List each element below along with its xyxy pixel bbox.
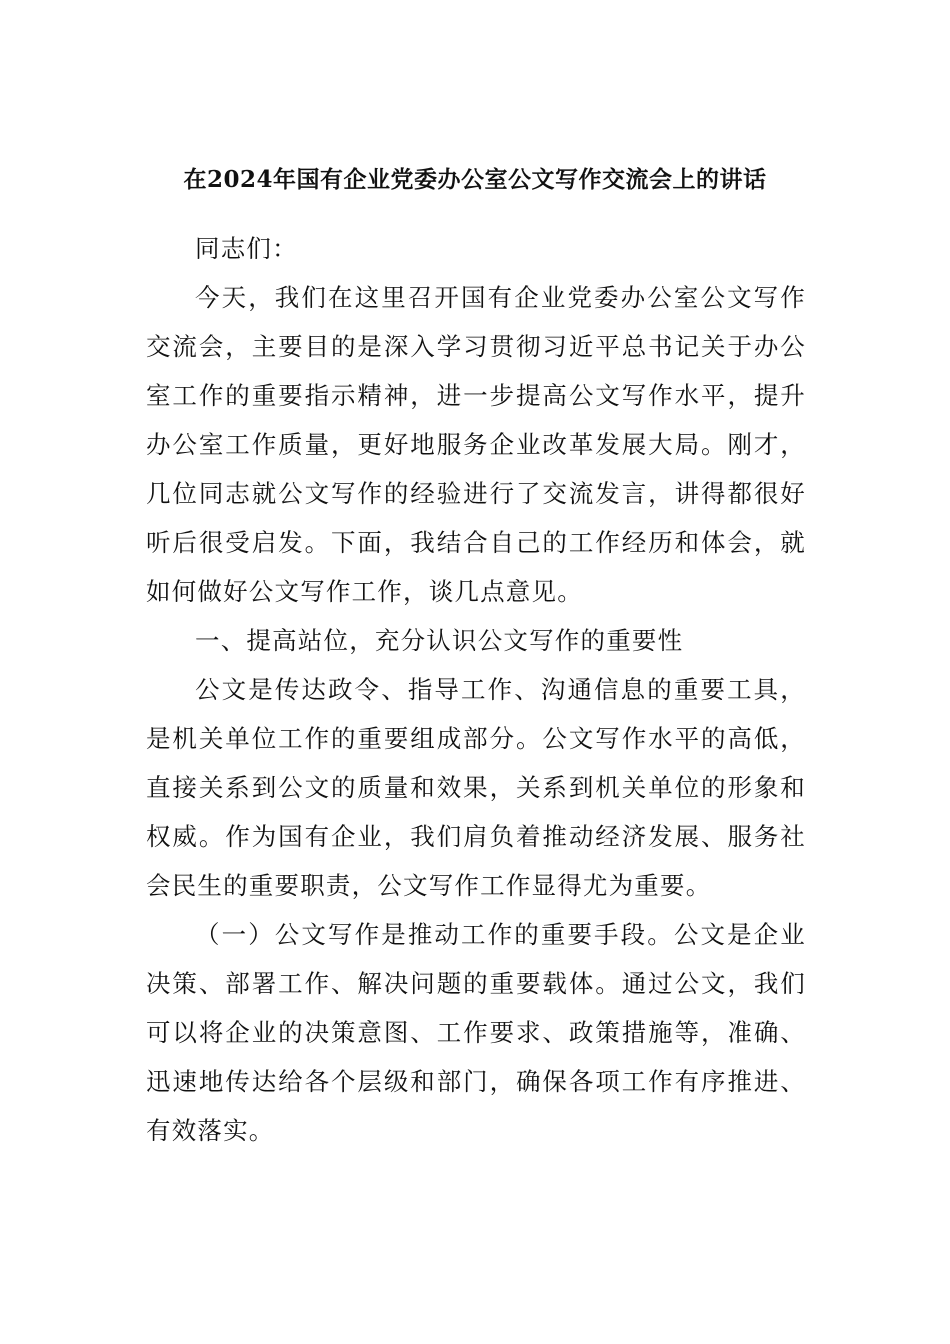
document-title: 在2024年国有企业党委办公室公文写作交流会上的讲话	[183, 166, 767, 193]
body-paragraph: 公文是传达政令、指导工作、沟通信息的重要工具，是机关单位工作的重要组成部分。公文写作水平的高低，直接关系到公文的质量和效果，关系到机关单位的形象和权威。作为国有企业，我们肩负着推动经济发展、服务社会民生的重要职责，公文写作工作显得尤为重要。	[146, 675, 806, 900]
section-heading: 一、提高站位，充分认识公文写作的重要性	[195, 626, 684, 655]
opening-paragraph: 今天，我们在这里召开国有企业党委办公室公文写作交流会，主要目的是深入学习贯彻习近平总书记关于办公室工作的重要指示精神，进一步提高公文写作水平，提升办公室工作质量，更好地服务企业改革发展大局。刚才，几位同志就公文写作的经验进行了交流发言，讲得都很好听后很受启发。下面，我结合自己的工作经历和体会，就如何做好公文写作工作，谈几点意见。	[146, 283, 806, 606]
document-body	[146, 224, 806, 1155]
salutation-paragraph: 同志们：	[195, 234, 298, 263]
subsection-paragraph: （一）公文写作是推动工作的重要手段。公文是企业决策、部署工作、解决问题的重要载体。通过公文，我们可以将企业的决策意图、工作要求、政策措施等，准确、迅速地传达给各个层级和部门，确保各项工作有序推进、有效落实。	[146, 920, 806, 1145]
